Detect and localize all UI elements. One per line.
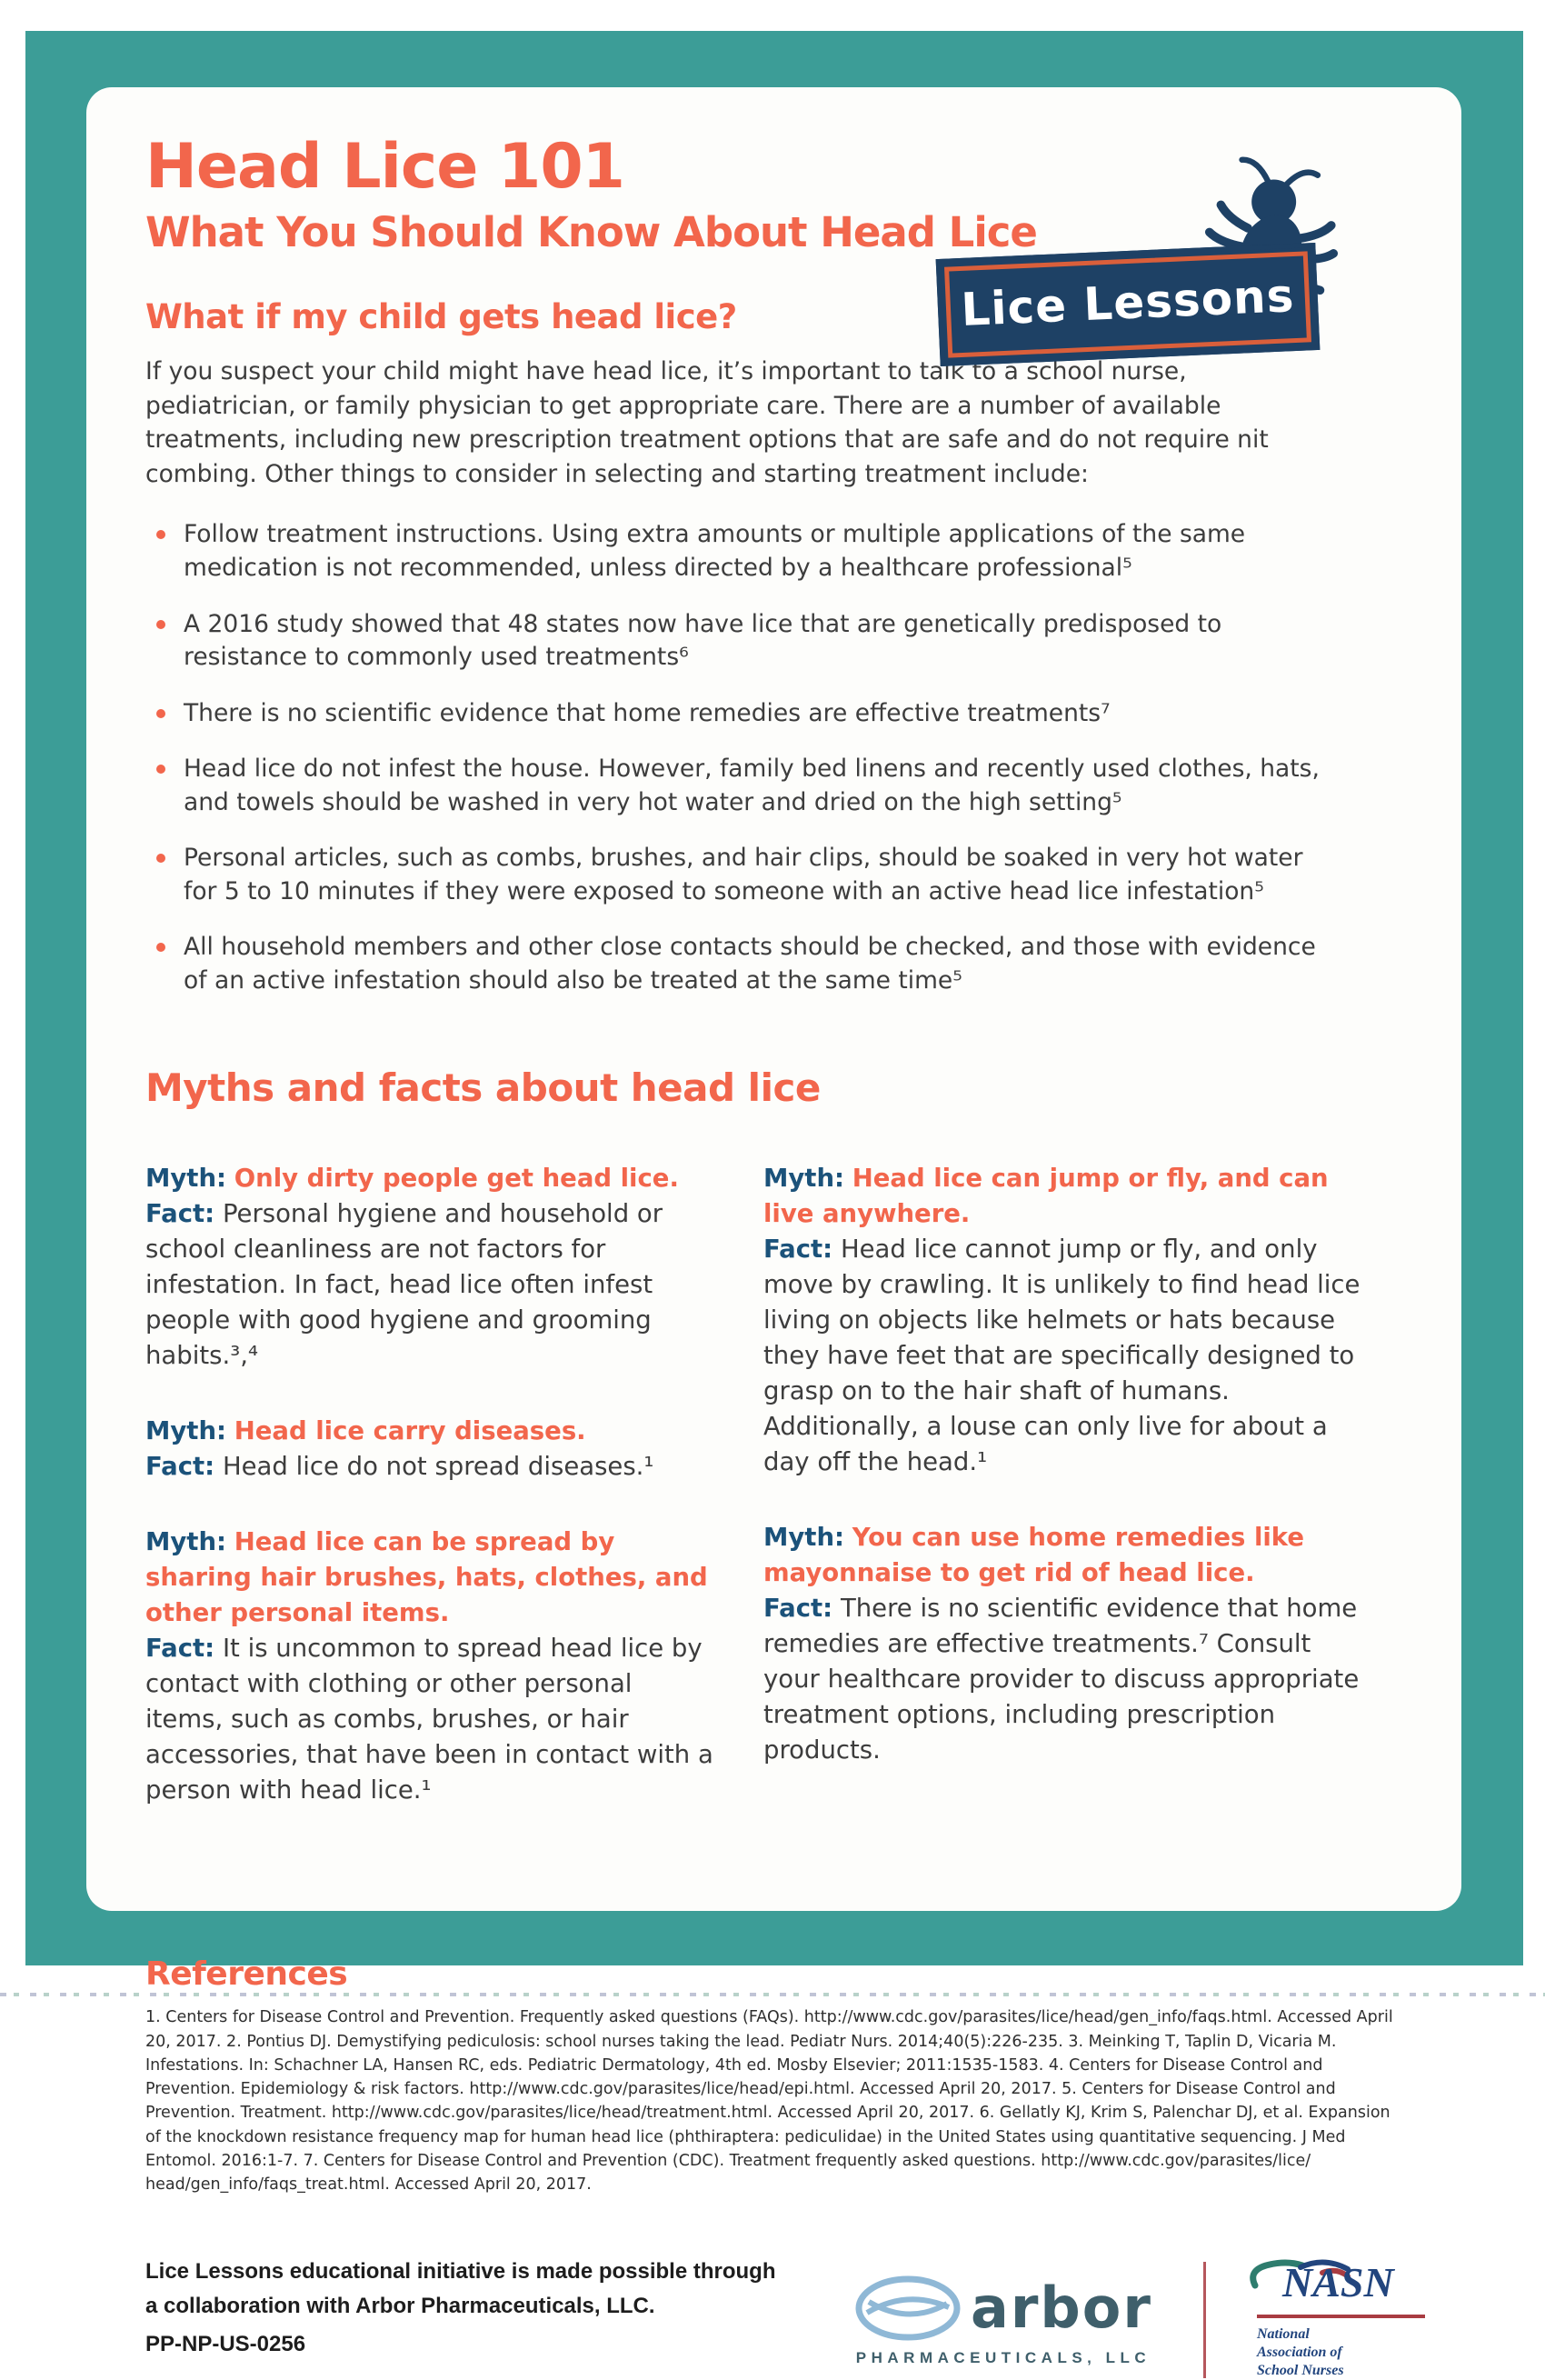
nasn-wordmark: NASN <box>1281 2259 1394 2306</box>
bullet-dot <box>156 709 165 718</box>
flyer-card <box>86 87 1461 2379</box>
treatment-bullet-list <box>145 518 1327 997</box>
myth-text: Head lice can be spread by sharing hair brushes, hats, clothes, and other personal items. <box>145 1526 708 1628</box>
myth-fact-block <box>145 1525 716 1808</box>
myth-fact-block <box>763 1520 1363 1768</box>
myth-label: Myth: <box>145 1415 227 1445</box>
fact-label: Fact: <box>145 1634 215 1664</box>
nasn-subtext-line2: Association of <box>1256 2345 1342 2361</box>
myth-label: Myth: <box>145 1163 227 1193</box>
nasn-logo <box>1257 2260 1430 2380</box>
arbor-subtext: PHARMACEUTICALS, LLC <box>855 2349 1151 2367</box>
myth-text: You can use home remedies like mayonnaise to get rid of head lice. <box>763 1523 1305 1588</box>
fact-line <box>763 1232 1363 1480</box>
bullet-item <box>145 753 1327 819</box>
arbor-swirl-icon <box>854 2273 962 2344</box>
fact-text: It is uncommon to spread head lice by contact with clothing or other personal items, such as combs, brushes, or hair accessories, that have been in contact with a person with head lice.¹ <box>145 1634 713 1805</box>
fact-line <box>763 1591 1363 1768</box>
scan-artifact-line <box>0 1993 1545 1996</box>
myth-text: Head lice carry diseases. <box>234 1415 586 1445</box>
bullet-text: All household members and other close contacts should be checked, and those with evidence of an active infestation should also be treated at the same time⁵ <box>184 933 1316 995</box>
bullet-dot <box>156 854 165 863</box>
bullet-item <box>145 697 1327 731</box>
fact-label: Fact: <box>763 1594 833 1624</box>
fact-label: Fact: <box>763 1234 833 1264</box>
page-title: Head Lice 101 <box>145 131 624 203</box>
myths-column-left <box>145 1161 716 1849</box>
nasn-subtext-line3: School Nurses <box>1256 2363 1344 2379</box>
bullet-text: A 2016 study showed that 48 states now have lice that are genetically predisposed to resistance to commonly used treatments⁶ <box>184 609 1222 672</box>
references-heading: References <box>145 1955 348 1994</box>
myth-fact-block <box>145 1161 716 1374</box>
section-heading-myths: Myths and facts about head lice <box>145 1065 821 1110</box>
fact-label: Fact: <box>145 1451 215 1481</box>
bullet-item <box>145 608 1327 675</box>
references-text: 1. Centers for Disease Control and Prevention. Frequently asked questions (FAQs). http://www.cdc.gov/parasites/lice/head/gen_info/faqs.html. Accessed April 20, 2017. 2. Pontius DJ. Demystifying pediculosis: school nurses taking the lead. Pediatr Nurs. 2014;40(5):226-235. 3. Meinking T, Taplin D, Vicaria M. Infestations. In: Schachner LA, Hansen RC, eds. Pediatric Dermatology, 4th ed. Mosby Elsevier; 2011:1535-1583. 4. Centers for Disease Control and Prevention. Epidemiology & risk factors. http://www.cdc.gov/parasites/lice/head/epi.html. Accessed April 20, 2017. 5. Centers for Disease Control and Prevention. Treatment. http://www.cdc.gov/parasites/lice/head/treatment.html. Accessed April 20, 2017. 6. Gellatly KJ, Krim S, Palenchar DJ, et al. Expansion of the knockdown resistance frequency map for human head lice (phthiraptera: pediculidae) in the United States using quantitative sequencing. J Med Entomol. 2016:1-7. 7. Centers for Disease Control and Prevention (CDC). Treatment frequently asked questions. http://www.cdc.gov/parasites/lice/ head/gen_info/faqs_treat.html. Accessed April 20, 2017. <box>145 2008 1393 2195</box>
arbor-pharmaceuticals-logo <box>854 2273 1152 2367</box>
myth-fact-block <box>145 1414 716 1485</box>
fact-label: Fact: <box>145 1198 215 1228</box>
fact-text: Head lice cannot jump or fly, and only move by crawling. It is unlikely to find head lice living on objects like helmets or hats because they have feet that are specifically designed to grasp on to the hair shaft of humans. Additionally, a louse can only live for about a day off the head.¹ <box>763 1234 1361 1476</box>
myths-columns <box>145 1161 1409 1849</box>
myth-line <box>145 1161 716 1196</box>
bullet-dot <box>156 765 165 774</box>
bullet-item <box>145 931 1327 997</box>
fact-text: Head lice do not spread diseases.¹ <box>222 1451 654 1481</box>
bullet-text: Follow treatment instructions. Using extra amounts or multiple applications of the same medication is not recommended, unless directed by a healthcare professional⁵ <box>184 520 1246 582</box>
fact-line <box>145 1631 716 1808</box>
myth-line <box>763 1161 1363 1232</box>
myth-line <box>763 1520 1363 1591</box>
bullet-text: Personal articles, such as combs, brushes, and hair clips, should be soaked in very hot water for 5 to 10 minutes if they were exposed to someone with an active head lice infestation⁵ <box>184 844 1303 905</box>
bullet-item <box>145 842 1327 908</box>
myth-fact-block <box>763 1161 1363 1480</box>
bullet-dot <box>156 620 165 629</box>
logo-divider <box>1203 2262 1206 2378</box>
bullet-dot <box>156 943 165 952</box>
badge-label: Lice Lessons <box>960 269 1296 336</box>
bullet-dot <box>156 530 165 539</box>
nasn-underline <box>1257 2315 1425 2318</box>
footer-note <box>145 2255 782 2356</box>
lice-lessons-badge <box>936 243 1321 366</box>
footer-note-line2: a collaboration with Arbor Pharmaceuticals, LLC. <box>145 2293 655 2318</box>
footer-logos <box>854 2260 1430 2380</box>
badge-plate <box>936 243 1321 366</box>
arbor-wordmark: arbor <box>971 2275 1152 2342</box>
footer <box>145 2255 1409 2380</box>
fact-line <box>145 1449 716 1485</box>
footer-note-line1: Lice Lessons educational initiative is made possible through <box>145 2259 776 2285</box>
myth-text: Only dirty people get head lice. <box>234 1163 679 1193</box>
myth-label: Myth: <box>763 1163 845 1193</box>
bullet-text: Head lice do not infest the house. However, family bed linens and recently used clothes, hats, and towels should be washed in very hot water and dried on the high setting⁵ <box>184 755 1320 816</box>
myths-column-right <box>763 1161 1363 1849</box>
footer-code: PP-NP-US-0256 <box>145 2331 306 2356</box>
intro-paragraph: If you suspect your child might have head lice, it’s important to talk to a school nurse, pediatrician, or family physician to get appropriate care. There are a number of available treatments, including new prescription treatment options that are safe and do not require nit combing. Other things to consider in selecting and starting treatment include: <box>145 356 1269 488</box>
myth-text: Head lice can jump or fly, and can live anywhere. <box>763 1163 1329 1228</box>
bullet-text: There is no scientific evidence that home remedies are effective treatments⁷ <box>184 698 1111 727</box>
myth-line <box>145 1414 716 1449</box>
nasn-subtext <box>1257 2325 1344 2380</box>
badge-border <box>944 251 1311 357</box>
page-subtitle: What You Should Know About Head Lice <box>145 208 1037 257</box>
fact-text: Personal hygiene and household or school cleanliness are not factors for infestation. In fact, head lice often infest people with good hygiene and grooming habits.³,⁴ <box>145 1198 663 1370</box>
fact-line <box>145 1196 716 1374</box>
myth-label: Myth: <box>763 1523 845 1552</box>
nasn-subtext-line1: National <box>1256 2326 1310 2343</box>
fact-text: There is no scientific evidence that home remedies are effective treatments.⁷ Consult your healthcare provider to discuss appropriate treatment options, including prescription products. <box>763 1594 1360 1765</box>
section-heading-what-if: What if my child gets head lice? <box>145 296 737 336</box>
myth-label: Myth: <box>145 1526 227 1556</box>
myth-line <box>145 1525 716 1631</box>
bullet-item <box>145 518 1327 585</box>
